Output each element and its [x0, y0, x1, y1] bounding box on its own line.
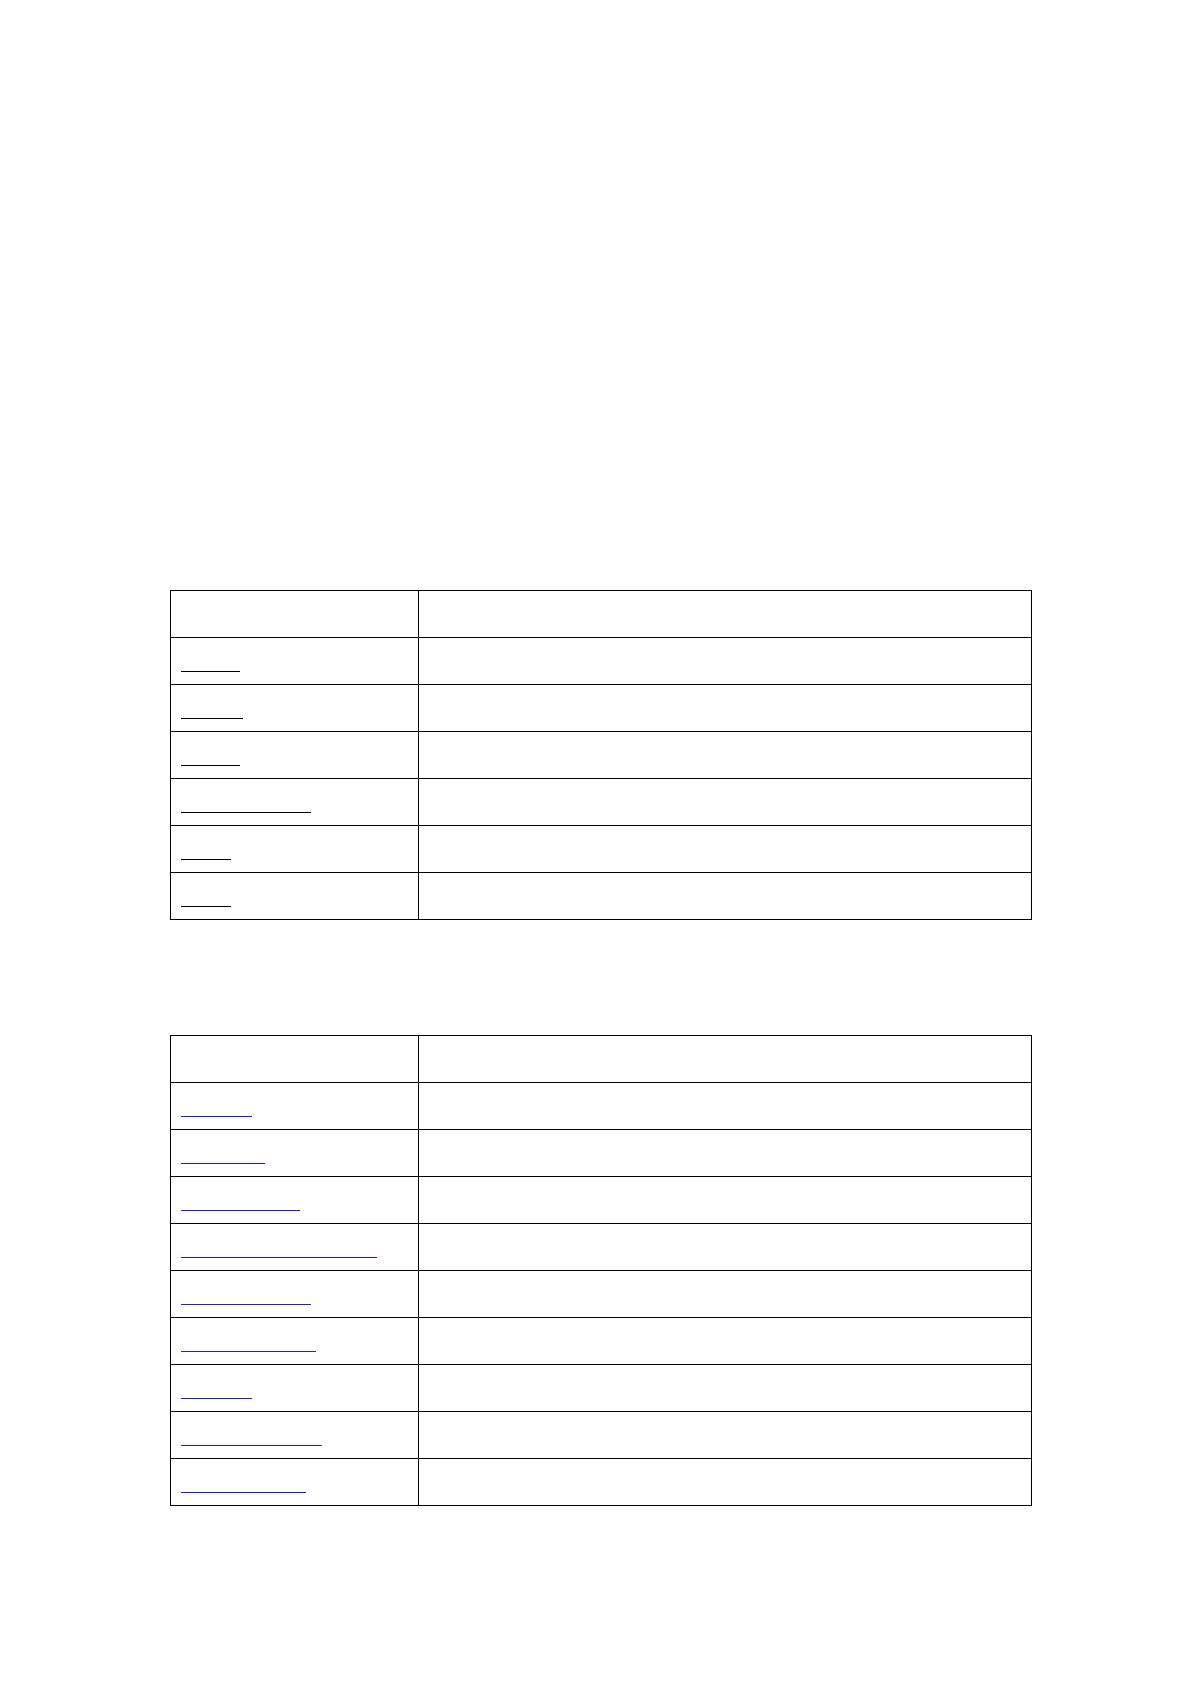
- table-row: [171, 1412, 1032, 1459]
- document-link[interactable]: [181, 1304, 311, 1305]
- document-link[interactable]: [181, 765, 240, 766]
- description-cell: [419, 1130, 1032, 1177]
- table-row: [171, 1271, 1032, 1318]
- document-link[interactable]: [181, 812, 311, 813]
- document-link[interactable]: [181, 1492, 306, 1493]
- document-link[interactable]: [181, 859, 231, 860]
- table-row: [171, 779, 1032, 826]
- table-row: [171, 1177, 1032, 1224]
- link-cell: [171, 1318, 419, 1365]
- link-cell: [171, 1130, 419, 1177]
- link-cell: [171, 779, 419, 826]
- document-link[interactable]: [181, 1163, 265, 1164]
- link-cell: [171, 873, 419, 920]
- description-cell: [419, 1412, 1032, 1459]
- table-row: [171, 1130, 1032, 1177]
- document-link[interactable]: [181, 1210, 300, 1211]
- link-cell: [171, 732, 419, 779]
- description-cell: [419, 1365, 1032, 1412]
- description-cell: [419, 779, 1032, 826]
- document-link[interactable]: [181, 1257, 377, 1258]
- table-row: [171, 826, 1032, 873]
- links-table-1-body: [171, 591, 1032, 920]
- link-cell: [171, 1412, 419, 1459]
- header-cell-description: [419, 1036, 1032, 1083]
- link-cell: [171, 1177, 419, 1224]
- table-row: [171, 873, 1032, 920]
- table-row: [171, 1083, 1032, 1130]
- description-cell: [419, 732, 1032, 779]
- link-cell: [171, 638, 419, 685]
- document-link[interactable]: [181, 671, 240, 672]
- header-cell-description: [419, 591, 1032, 638]
- description-cell: [419, 1459, 1032, 1506]
- table-row: [171, 1459, 1032, 1506]
- link-cell: [171, 1083, 419, 1130]
- description-cell: [419, 1083, 1032, 1130]
- document-link[interactable]: [181, 718, 243, 719]
- description-cell: [419, 1224, 1032, 1271]
- description-cell: [419, 685, 1032, 732]
- document-link[interactable]: [181, 906, 231, 907]
- links-table-2: [170, 1035, 1032, 1506]
- links-table-2-body: [171, 1036, 1032, 1506]
- link-cell: [171, 1224, 419, 1271]
- description-cell: [419, 826, 1032, 873]
- header-cell-name: [171, 1036, 419, 1083]
- description-cell: [419, 1318, 1032, 1365]
- document-link[interactable]: [181, 1398, 252, 1399]
- table-row: [171, 1224, 1032, 1271]
- table-row: [171, 685, 1032, 732]
- link-cell: [171, 1459, 419, 1506]
- document-link[interactable]: [181, 1351, 316, 1352]
- description-cell: [419, 873, 1032, 920]
- table-row: [171, 1318, 1032, 1365]
- link-cell: [171, 1365, 419, 1412]
- description-cell: [419, 638, 1032, 685]
- table-header-row: [171, 1036, 1032, 1083]
- link-cell: [171, 685, 419, 732]
- document-link[interactable]: [181, 1445, 322, 1446]
- table-row: [171, 732, 1032, 779]
- links-table-1: [170, 590, 1032, 920]
- table-header-row: [171, 591, 1032, 638]
- table-row: [171, 1365, 1032, 1412]
- link-cell: [171, 1271, 419, 1318]
- header-cell-name: [171, 591, 419, 638]
- link-cell: [171, 826, 419, 873]
- description-cell: [419, 1177, 1032, 1224]
- table-row: [171, 638, 1032, 685]
- document-link[interactable]: [181, 1116, 252, 1117]
- description-cell: [419, 1271, 1032, 1318]
